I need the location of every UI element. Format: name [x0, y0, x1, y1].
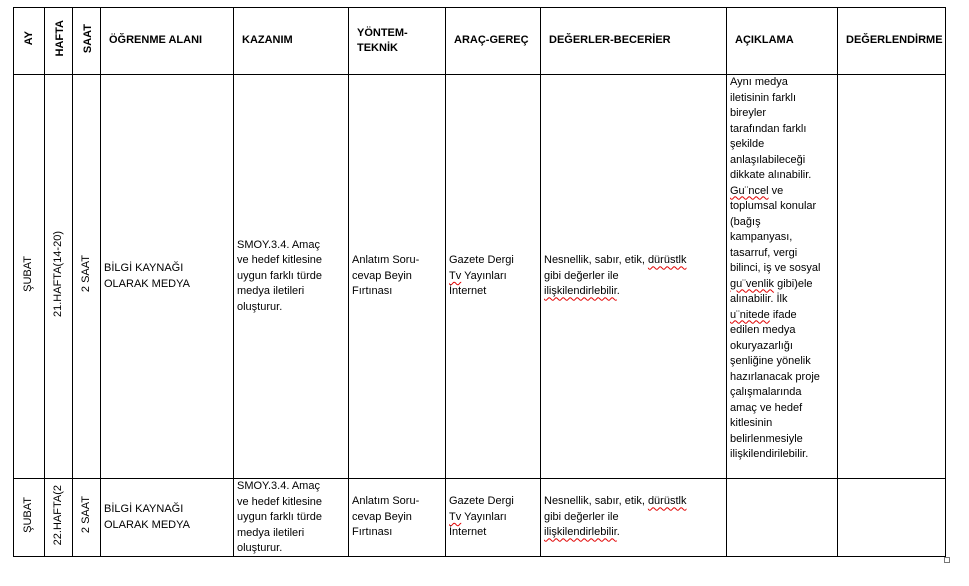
header-yontem-teknik: YÖNTEM- TEKNİK [349, 8, 446, 75]
cell-ogrenme-alani: BİLGİ KAYNAĞI OLARAK MEDYA [101, 479, 234, 557]
cell-degerler-beceriler: Nesnellik, sabır, etik, dürüstlk gibi değerler ile ilişkilendirlebilir. [541, 479, 727, 557]
annual-plan-table [13, 7, 946, 557]
header-arac-gerec: ARAÇ-GEREÇ [446, 8, 541, 75]
table-row [14, 479, 946, 557]
cell-degerlendirme [838, 479, 946, 557]
cell-saat: 2 SAAT [73, 479, 101, 557]
cell-hafta: 21.HAFTA(14-20) [45, 75, 73, 479]
cell-yontem-teknik: Anlatım Soru- cevap Beyin Fırtınası [349, 479, 446, 557]
cell-ay: ŞUBAT [14, 75, 45, 479]
table-row [14, 75, 946, 479]
header-degerlendirme: DEĞERLENDİRME [838, 8, 946, 75]
cell-yontem-teknik: Anlatım Soru- cevap Beyin Fırtınası [349, 75, 446, 479]
cell-ogrenme-alani: BİLGİ KAYNAĞI OLARAK MEDYA [101, 75, 234, 479]
header-saat: SAAT [73, 8, 101, 75]
header-kazanim: KAZANIM [234, 8, 349, 75]
cell-arac-gerec: Gazete Dergi Tv Yayınları İnternet [446, 479, 541, 557]
cell-kazanim: SMOY.3.4. Amaç ve hedef kitlesine uygun farklı türde medya iletileri oluşturur. [234, 75, 349, 479]
cell-aciklama: Aynı medya iletisinin farklı bireyler tarafından farklı şekilde anlaşılabileceği dikkate alınabilir. Gu¨ncel ve toplumsal konular (bağış kampanyası, tasarruf, vergi bilinci, iş ve sosyal gu¨venlik gibi)ele alınabilir. İlk u¨nitede ifade edilen medya okuryazarlığı şenliğine yönelik hazırlanacak proje çalışmalarında amaç ve hedef kitlesinin belirlenmesiyle ilişkilendirilebilir. [727, 75, 838, 479]
table-resize-handle[interactable] [944, 557, 950, 563]
header-ay: AY [14, 8, 45, 75]
cell-kazanim: SMOY.3.4. Amaç ve hedef kitlesine uygun farklı türde medya iletileri oluşturur. [234, 479, 349, 557]
cell-hafta: 22.HAFTA(2 [45, 479, 73, 557]
cell-aciklama [727, 479, 838, 557]
header-ogrenme-alani: ÖĞRENME ALANI [101, 8, 234, 75]
header-degerler-beceriler: DEĞERLER-BECERİER [541, 8, 727, 75]
cell-degerlendirme [838, 75, 946, 479]
cell-degerler-beceriler: Nesnellik, sabır, etik, dürüstlk gibi değerler ile ilişkilendirlebilir. [541, 75, 727, 479]
header-hafta: HAFTA [45, 8, 73, 75]
header-row [14, 8, 946, 75]
cell-arac-gerec: Gazete Dergi Tv Yayınları İnternet [446, 75, 541, 479]
cell-ay: ŞUBAT [14, 479, 45, 557]
header-aciklama: AÇIKLAMA [727, 8, 838, 75]
cell-saat: 2 SAAT [73, 75, 101, 479]
